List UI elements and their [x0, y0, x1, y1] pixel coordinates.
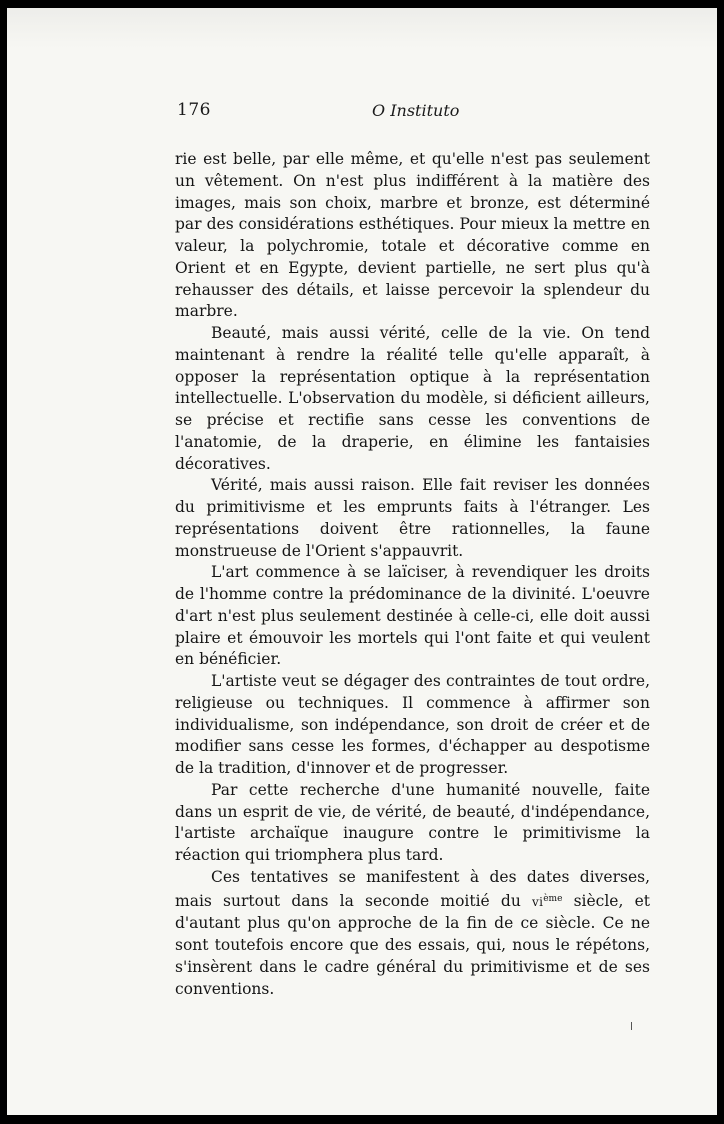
paragraph-3: Vérité, mais aussi raison. Elle fait reviser les données du primitivisme et les emprunts faits à l'étranger. Les représentations doivent être rationnelles, la faune monstrueuse de l'Orient s'appauvrit.: [175, 476, 650, 560]
body-text: [175, 149, 650, 1000]
document-page: [7, 8, 717, 1115]
century-suffix: ème: [543, 893, 563, 904]
page-number: 176: [177, 100, 211, 120]
paragraph-2: Beauté, mais aussi vérité, celle de la vie. On tend maintenant à rendre la réalité telle qu'elle apparaît, à opposer la représentation optique à la représentation intellectuelle. L'observation du modèle, si déficient ailleurs, se précise et rectifie sans cesse les conventions de l'anatomie, de la draperie, en élimine les fantaisies décoratives.: [175, 324, 650, 473]
paragraph-7-end: siècle, et d'autant plus qu'on approche de la fin de ce siècle. Ce ne sont toutefois encore que des essais, qui, nous le répétons, s'insèrent dans le cadre général du primitivisme et de ses conventions.: [175, 891, 650, 998]
page-header: [7, 100, 717, 126]
paragraph-4: L'art commence à se laïciser, à revendiquer les droits de l'homme contre la prédominance de la divinité. L'oeuvre d'art n'est plus seulement destinée à celle-ci, elle doit aussi plaire et émouvoir les mortels qui l'ont faite et qui veulent en bénéficier.: [175, 563, 650, 669]
paper-speck: [631, 1022, 632, 1030]
paragraph-1: rie est belle, par elle même, et qu'elle n'est pas seulement un vêtement. On n'est plus indifférent à la matière des images, mais son choix, marbre et bronze, est déterminé par des considérations esthétiques. Pour mieux la mettre en valeur, la polychromie, totale et décorative comme en Orient et en Egypte, devient partielle, ne sert plus qu'à rehausser des détails, et laisse percevoir la splendeur du marbre.: [175, 150, 650, 321]
paragraph-6: Par cette recherche d'une humanité nouvelle, faite dans un esprit de vie, de vérité, de beauté, d'indépendance, l'artiste archaïque inaugure contre le primitivisme la réaction qui triomphera plus tard.: [175, 780, 650, 864]
paragraph-5: L'artiste veut se dégager des contraintes de tout ordre, religieuse ou techniques. Il commence à affirmer son individualisme, son indépendance, son droit de créer et de modifier sans cesse les formes, d'échapper au despotisme de la tradition, d'innover et de progresser.: [175, 672, 650, 777]
running-title: O Instituto: [372, 101, 460, 120]
paragraph-7: [175, 867, 650, 1001]
paragraph-7-start: Ces tentatives se manifestent à des dates diverses, mais surtout dans la seconde moitié du: [175, 867, 650, 910]
century-numeral: vi: [532, 894, 544, 909]
